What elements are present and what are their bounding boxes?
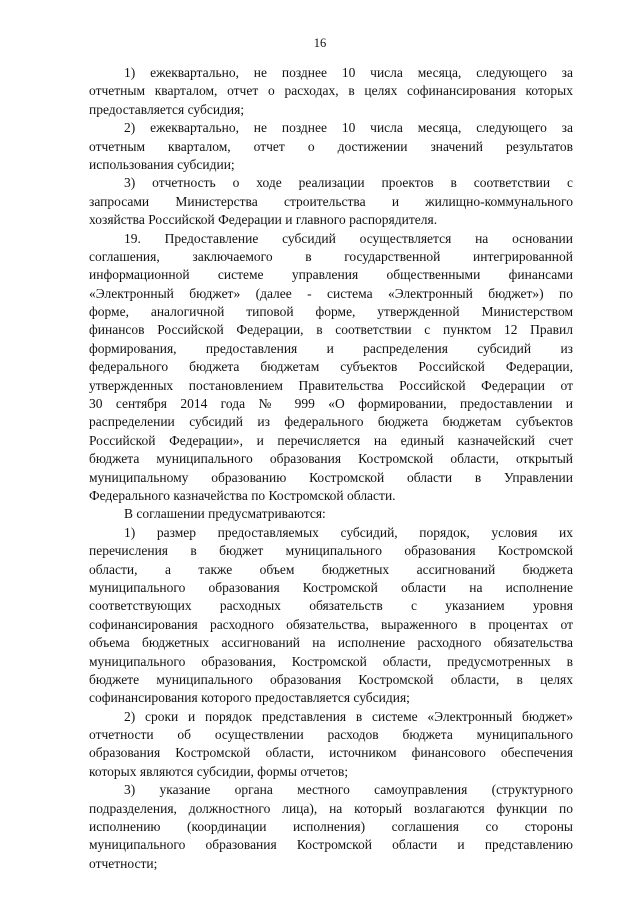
text-line: предоставляется субсидия; xyxy=(89,101,245,117)
text-line: 1) размер предоставляемых субсидий, порядок, условия их xyxy=(124,524,573,540)
text-line: отчетности; xyxy=(89,855,158,871)
text-line: 19. Предоставление субсидий осуществляется на основании xyxy=(124,230,573,246)
text-line: муниципального образования Костромской области и представлению xyxy=(89,837,573,853)
text-line: подразделения, должностного лица), на который возлагаются функции по xyxy=(89,800,573,816)
text-line: отчетным кварталом, отчет о расходах, в целях софинансирования которых xyxy=(89,83,573,99)
text-line: «Электронный бюджет» (далее - система «Электронный бюджет») по xyxy=(89,285,573,301)
text-line: Федерального казначейства по Костромской области. xyxy=(89,487,396,503)
document-body xyxy=(89,64,573,873)
text-line: бюджета муниципального образования Костромской области, открытый xyxy=(89,451,573,467)
text-line: перечисления в бюджет муниципального образования Костромской xyxy=(89,543,573,559)
text-line: объема бюджетных ассигнований на исполнение расходного обязательства xyxy=(89,635,573,651)
text-line: запросами Министерства строительства и жилищно-коммунального xyxy=(89,193,573,209)
text-line: утвержденных постановлением Правительства Российской Федерации от xyxy=(89,377,573,393)
text-line: исполнению (координации исполнения) соглашения со стороны xyxy=(89,819,573,835)
text-line: отчетным кварталом, отчет о достижении значений результатов xyxy=(89,138,573,154)
text-line: образования Костромской области, источником финансового обеспечения xyxy=(89,745,573,761)
text-line: области, а также объем бюджетных ассигнований бюджета xyxy=(89,561,573,577)
text-line: муниципальному образованию Костромской области в Управлении xyxy=(89,469,573,485)
text-line: федерального бюджета бюджетам субъектов Российской Федерации, xyxy=(89,359,573,375)
text-line: муниципального образования Костромской области на исполнение xyxy=(89,579,573,595)
text-line: 3) указание органа местного самоуправления (структурного xyxy=(124,782,573,798)
text-line: бюджете муниципального образования Костромской области, в целях xyxy=(89,671,573,687)
text-line: использования субсидии; xyxy=(89,156,235,172)
text-line: соглашения, заключаемого в государственной интегрированной xyxy=(89,248,573,264)
text-line: 2) ежеквартально, не позднее 10 числа месяца, следующего за xyxy=(124,120,573,136)
text-line: формирования, предоставления и распределения субсидий из xyxy=(89,340,573,356)
page-number: 16 xyxy=(313,36,327,50)
text-line: финансов Российской Федерации, в соответствии с пунктом 12 Правил xyxy=(89,322,573,338)
text-line: которых являются субсидии, формы отчетов; xyxy=(89,763,349,779)
text-line: муниципального образования, Костромской области, предусмотренных в xyxy=(89,653,573,669)
text-line: отчетности об осуществлении расходов бюджета муниципального xyxy=(89,727,573,743)
text-line: форме, аналогичной типовой форме, утвержденной Министерством xyxy=(89,304,573,320)
text-line: В соглашении предусматриваются: xyxy=(124,506,326,522)
text-line: Российской Федерации», и перечисляется на единый казначейский счет xyxy=(89,432,573,448)
text-line: 1) ежеквартально, не позднее 10 числа месяца, следующего за xyxy=(124,65,573,80)
text-line: хозяйства Российской Федерации и главного распорядителя. xyxy=(89,212,438,228)
text-line: 30 сентября 2014 года № 999 «О формировании, предоставлении и xyxy=(89,396,573,412)
text-line: распределении субсидий из федерального бюджета бюджетам субъектов xyxy=(89,414,573,430)
text-line: соответствующих расходных обязательств с указанием уровня xyxy=(89,598,573,614)
text-line: софинансирования расходного обязательства, выраженного в процентах от xyxy=(89,616,573,632)
text-line: 3) отчетность о ходе реализации проектов в соответствии с xyxy=(124,175,573,191)
text-line: информационной системе управления общественными финансами xyxy=(89,267,573,283)
text-line: софинансирования которого предоставляется субсидия; xyxy=(89,690,410,706)
text-line: 2) сроки и порядок представления в системе «Электронный бюджет» xyxy=(124,708,573,724)
